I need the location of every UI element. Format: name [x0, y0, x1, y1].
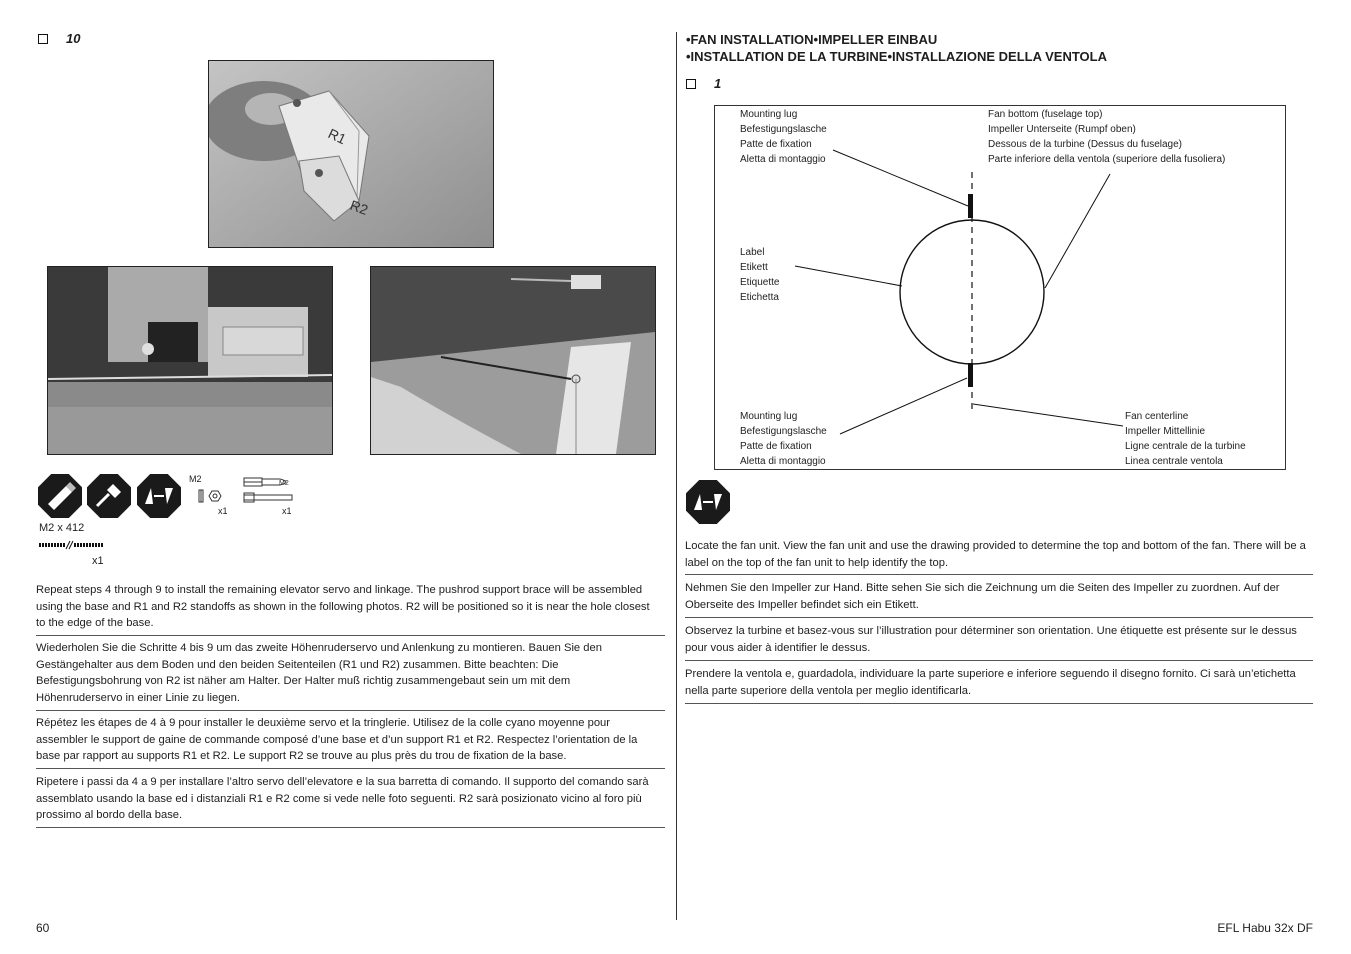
paragraph-en: Repeat steps 4 through 9 to install the remaining elevator servo and linkage. The pushrod support brace will be assembled using the base and R1 and R2 standoffs as shown in the following photos. R2 will be positioned so it is near the hole closest to the edge of the base. [36, 584, 650, 629]
label-sticker-label [740, 245, 779, 305]
divider [36, 635, 665, 636]
divider [36, 827, 665, 828]
paragraph-fr: Observez la turbine et basez-vous sur l’illustration pour déterminer son orientation. Une étiquette est présente sur le dessus pour vous aider à identifier le dessus. [685, 625, 1297, 654]
divider [36, 768, 665, 769]
step-1-header [686, 76, 721, 91]
measure-alignment-icon [137, 474, 181, 518]
photo-servo-drawing [48, 267, 332, 454]
pushrod-label: M2 x 412 [39, 522, 85, 534]
step-checkbox[interactable] [38, 34, 48, 44]
label-de: Impeller Mittellinie [1125, 426, 1206, 437]
svg-text:R2: R2 [347, 196, 371, 218]
section-title-line2: •INSTALLATION DE LA TURBINE•INSTALLAZIONE DELLA VENTOLA [686, 49, 1107, 64]
label-en: Mounting lug [740, 109, 798, 120]
label-en: Fan bottom (fuselage top) [988, 109, 1103, 120]
nut-icon [197, 488, 223, 504]
section-title-line1: •FAN INSTALLATION•IMPELLER EINBAU [686, 32, 938, 47]
fan-centerline-label [1125, 409, 1246, 469]
product-name: EFL Habu 32x DF [1217, 921, 1313, 935]
label-fr: Patte de fixation [740, 441, 812, 452]
paragraph-it: Prendere la ventola e, guardadola, individuare la parte superiore e inferiore seguendo il disegno fornito. Ci sarà un’etichetta nella parte superiore della ventola per meglio identificarla. [685, 668, 1296, 697]
hardware-m2-label: M2 [189, 474, 202, 484]
label-it: Etichetta [740, 292, 779, 303]
svg-text:R1: R1 [325, 125, 349, 148]
page-number: 60 [36, 921, 50, 935]
mounting-lug-bottom-label [740, 409, 827, 469]
divider [685, 574, 1313, 575]
step-10-header [38, 31, 80, 46]
screwdriver-icon [87, 474, 131, 518]
svg-text:M2: M2 [279, 480, 289, 487]
label-fr: Etiquette [740, 277, 780, 288]
glue-icon [38, 474, 82, 518]
label-en: Mounting lug [740, 411, 798, 422]
column-separator [676, 32, 677, 920]
hardware-m2-qty: x1 [218, 506, 228, 516]
photo-standoffs [208, 60, 494, 248]
label-de: Befestigungslasche [740, 426, 827, 437]
label-de: Impeller Unterseite (Rumpf oben) [988, 124, 1136, 135]
paragraph-de: Wiederholen Sie die Schritte 4 bis 9 um das zweite Höhenruderservo und Anlenkung zu montieren. Bauen Sie den Gestängehalter aus dem Boden und den beiden Seitenteilen (R1 und R2) zusammen. Bitte beachten: Die Befestigungsbohrung von R2 ist näher am Halter. Der Halter muß richtig zusammengebaut sein um mit dem Höhenruderservo in einer Linie zu liegen. [36, 642, 602, 704]
measure-alignment-icon [686, 480, 730, 524]
label-fr: Dessous de la turbine (Dessus du fuselage) [988, 139, 1182, 150]
step-number: 1 [714, 76, 722, 91]
divider [685, 703, 1313, 704]
mounting-lug-top-label [740, 107, 827, 167]
paragraph-en: Locate the fan unit. View the fan unit and use the drawing provided to determine the top and bottom of the fan. There will be a label on the top of the fan unit to help identify the top. [685, 540, 1306, 569]
photo-pushrod [370, 266, 656, 455]
label-en: Fan centerline [1125, 411, 1189, 422]
pushrod-qty: x1 [92, 555, 104, 567]
label-it: Aletta di montaggio [740, 456, 826, 467]
fan-orientation-diagram [714, 105, 1286, 470]
fan-bottom-label [988, 107, 1225, 167]
photo-servo-install [47, 266, 333, 455]
clevis-icon [242, 475, 296, 505]
label-it: Parte inferiore della ventola (superiore della fusoliera) [988, 154, 1226, 165]
label-fr: Patte de fixation [740, 139, 812, 150]
step-number: 10 [66, 31, 81, 46]
step-checkbox[interactable] [686, 79, 696, 89]
label-it: Aletta di montaggio [740, 154, 826, 165]
hardware-clevis-qty: x1 [282, 506, 292, 516]
paragraph-fr: Répétez les étapes de 4 à 9 pour installer le deuxième servo et la tringlerie. Utilisez de la colle cyano moyenne pour assembler le support de gaine de commande composé d’une base et d’un support R1 et R2. Respectez l’orientation de la base par rapport au supports R1 et R2. Le support R2 se trouve au plus près du trou de fixation de la base. [36, 717, 638, 762]
divider [685, 617, 1313, 618]
label-de: Befestigungslasche [740, 124, 827, 135]
paragraph-it: Ripetere i passi da 4 a 9 per installare l’altro servo dell’elevatore e la sua barretta di comando. Il supporto del comando sarà assemblato usando la base ed i distanziali R1 e R2 come si vede nelle foto seguenti. R2 sarà posizionato vicino al foro più prossimo al bordo della base. [36, 776, 649, 821]
photo-pushrod-drawing [371, 267, 655, 454]
paragraph-de: Nehmen Sie den Impeller zur Hand. Bitte sehen Sie sich die Zeichnung um die Seiten des Impeller zu zuordnen. Auf der Oberseite des Impeller befindet sich ein Etikett. [685, 582, 1280, 611]
label-it: Linea centrale ventola [1125, 456, 1223, 467]
label-en: Label [740, 247, 765, 258]
divider [36, 710, 665, 711]
photo-standoffs-drawing [209, 61, 493, 247]
label-fr: Ligne centrale de la turbine [1125, 441, 1246, 452]
label-de: Etikett [740, 262, 768, 273]
section-title [686, 31, 1107, 65]
divider [685, 660, 1313, 661]
pushrod-icon [39, 540, 103, 550]
